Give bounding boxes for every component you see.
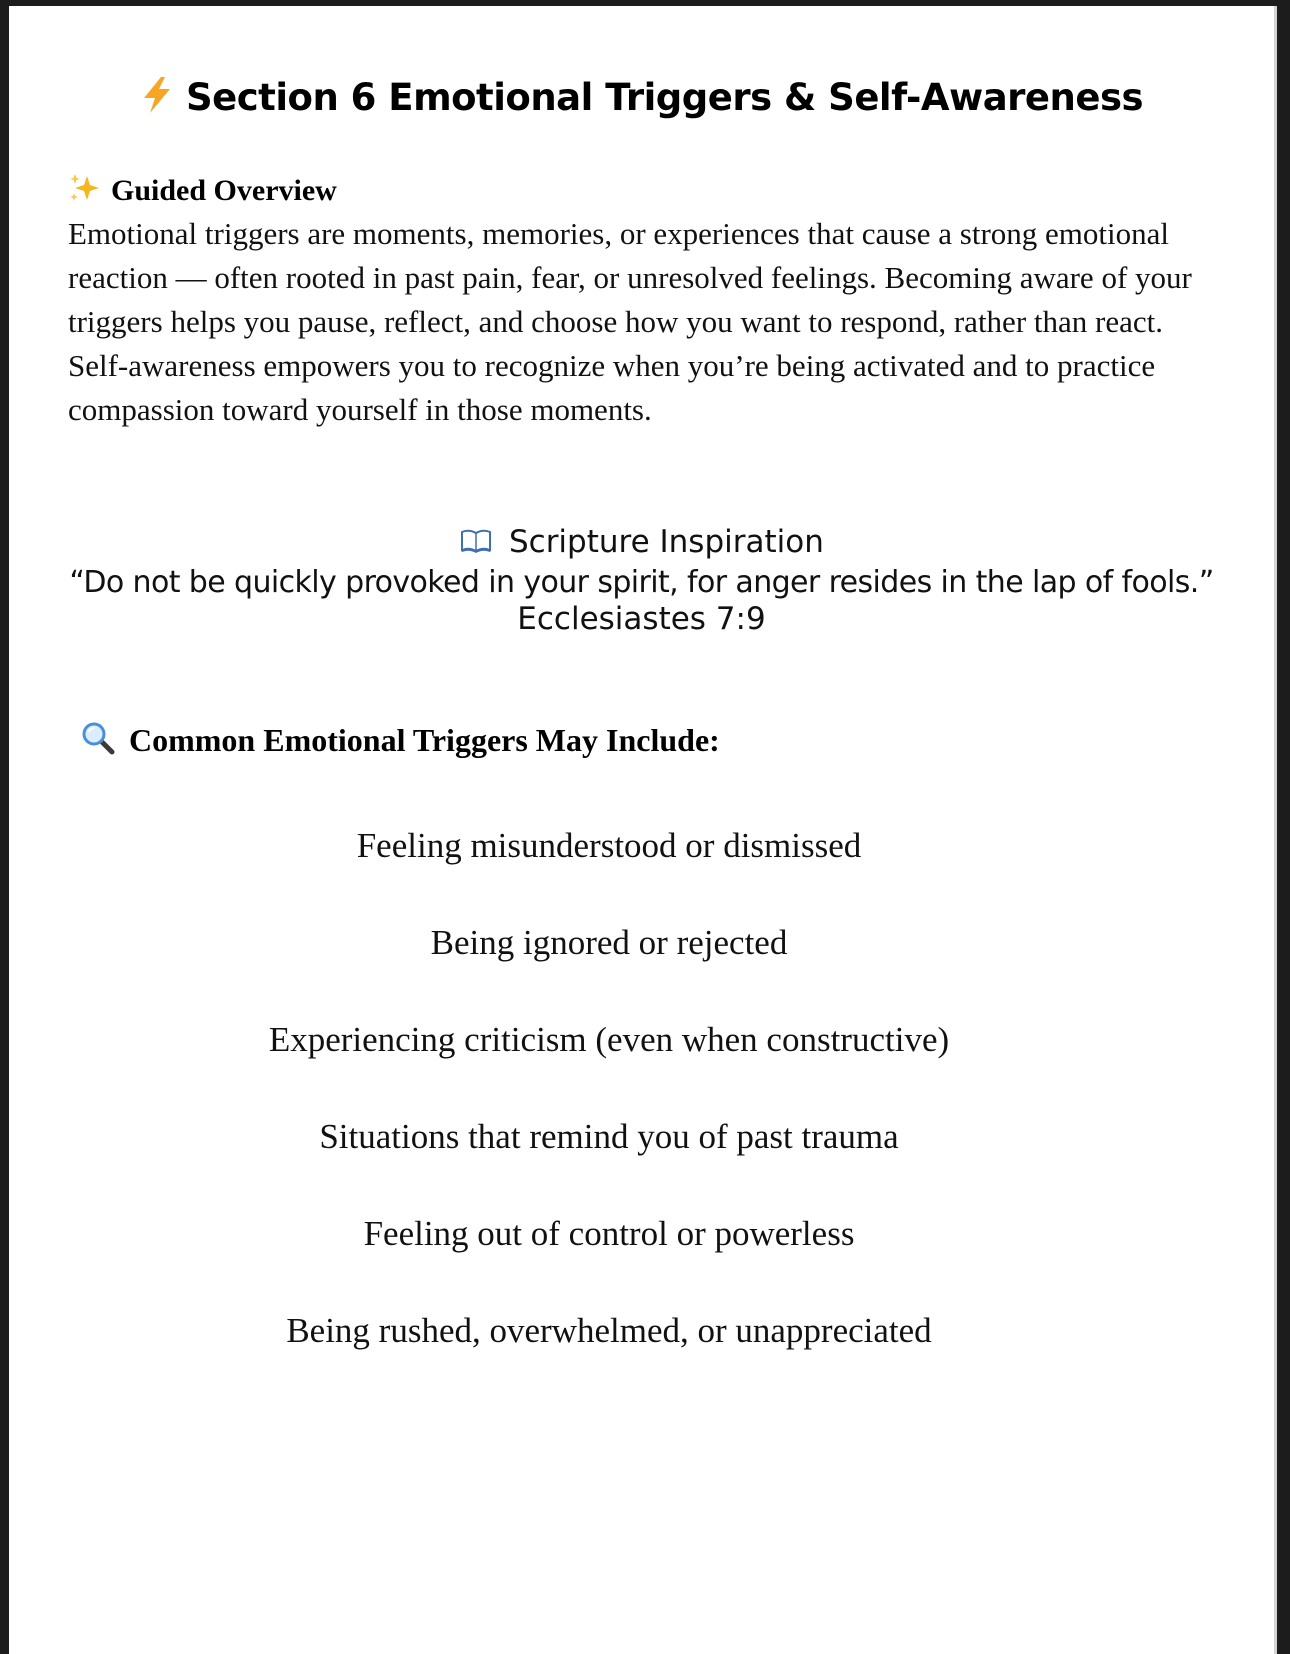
scripture-reference: Ecclesiastes 7:9 xyxy=(517,600,766,637)
scripture-block xyxy=(9,522,1274,636)
document-page xyxy=(9,6,1277,1654)
open-book-icon xyxy=(459,524,493,564)
list-item: Experiencing criticism (even when constructive) xyxy=(268,1020,950,1059)
guided-overview-body xyxy=(68,212,1243,432)
list-item: Feeling out of control or powerless xyxy=(363,1214,855,1253)
scripture-quote: “Do not be quickly provoked in your spirit, for anger resides in the lap of fools.” xyxy=(69,564,1214,600)
overview-paragraph: Self-awareness empowers you to recognize when you’re being activated and to practice compassion toward yourself in those moments. xyxy=(68,348,1156,427)
magnifying-glass-icon xyxy=(81,721,115,760)
common-triggers-label: Common Emotional Triggers May Include: xyxy=(129,722,720,758)
list-item: Being ignored or rejected xyxy=(430,923,788,962)
sparkles-icon xyxy=(67,172,101,209)
guided-overview-label: Guided Overview xyxy=(111,173,337,207)
list-item: Situations that remind you of past trauma xyxy=(319,1117,899,1156)
scripture-heading-row xyxy=(9,522,1274,564)
common-triggers-heading xyxy=(81,721,720,760)
section-title: Section 6 Emotional Triggers & Self-Awareness xyxy=(185,76,1144,119)
overview-paragraph: Emotional triggers are moments, memories, or experiences that cause a strong emotional reaction — often rooted in past pain, fear, or unresolved feelings. Becoming aware of your triggers helps you pause, reflect, and choose how you want to respond, rather than react. xyxy=(68,216,1192,339)
list-item: Being rushed, overwhelmed, or unappreciated xyxy=(286,1311,932,1350)
lightning-bolt-icon xyxy=(140,76,174,119)
section-title-row xyxy=(9,76,1274,119)
guided-overview-heading xyxy=(67,172,337,209)
trigger-list xyxy=(9,826,1209,1408)
scripture-heading: Scripture Inspiration xyxy=(508,524,824,560)
list-item: Feeling misunderstood or dismissed xyxy=(356,826,862,865)
